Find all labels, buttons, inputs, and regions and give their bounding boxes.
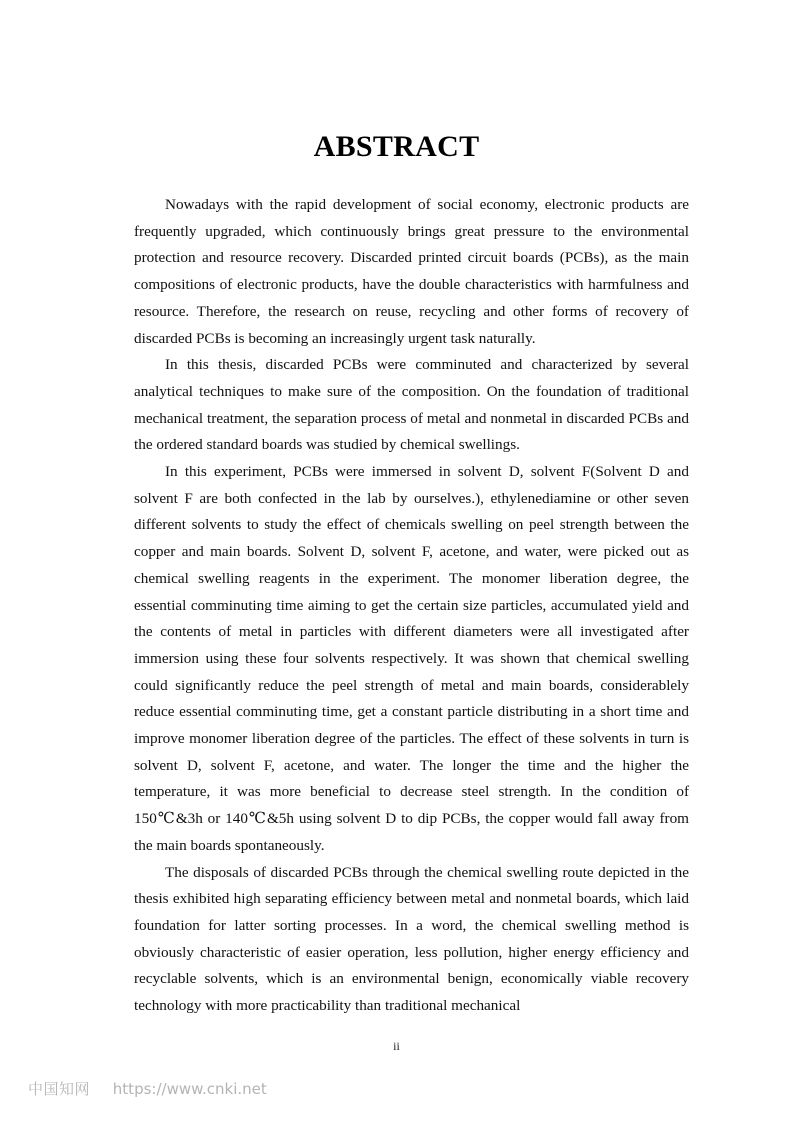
abstract-body (134, 192, 689, 1020)
page-title: ABSTRACT (313, 130, 480, 163)
page-number: ii (393, 1039, 400, 1053)
cnki-watermark (28, 1079, 267, 1099)
paragraph: In this experiment, PCBs were immersed in solvent D, solvent F(Solvent D and solvent F are both confected in the lab by ourselves.), ethylenediamine or other seven different solvents to study the effect of chemicals swelling on peel strength between the copper and main boards. Solvent D, solvent F, acetone, and water, were picked out as chemical swelling reagents in the experiment. The monomer liberation degree, the essential comminuting time aiming to get the certain size particles, accumulated yield and the contents of metal in particles with different diameters were all investigated after immersion using these four solvents respectively. It was shown that chemical swelling could significantly reduce the peel strength of metal and main boards, considerablely reduce essential comminuting time, get a constant particle distributing in a short time and improve monomer liberation degree of the particles. The effect of these solvents in turn is solvent D, solvent F, acetone, and water. The longer the time and the higher the temperature, it was more beneficial to decrease steel strength. In the condition of 150℃&3h or 140℃&5h using solvent D to dip PCBs, the copper would fall away from the main boards spontaneously. (134, 463, 689, 854)
paragraph: The disposals of discarded PCBs through the chemical swelling route depicted in the thesis exhibited high separating efficiency between metal and nonmetal boards, which laid foundation for latter sorting processes. In a word, the chemical swelling method is obviously characteristic of easier operation, less pollution, higher energy efficiency and recyclable solvents, which is an environmental benign, economically viable recovery technology with more practicability than traditional mechanical (134, 863, 689, 1015)
cnki-url[interactable]: https://www.cnki.net (112, 1080, 267, 1098)
paragraph: Nowadays with the rapid development of social economy, electronic products are frequently upgraded, which continuously brings great pressure to the environmental protection and resource recovery. Discarded printed circuit boards (PCBs), as the main compositions of electronic products, have the double characteristics with harmfulness and resource. Therefore, the research on reuse, recycling and other forms of recovery of discarded PCBs is becoming an increasingly urgent task naturally. (134, 196, 689, 347)
cnki-logo-text: 中国知网 (28, 1080, 91, 1098)
paragraph: In this thesis, discarded PCBs were comminuted and characterized by several analytical techniques to make sure of the composition. On the foundation of traditional mechanical treatment, the separation process of metal and nonmetal in discarded PCBs and the ordered standard boards was studied by chemical swellings. (134, 356, 689, 454)
